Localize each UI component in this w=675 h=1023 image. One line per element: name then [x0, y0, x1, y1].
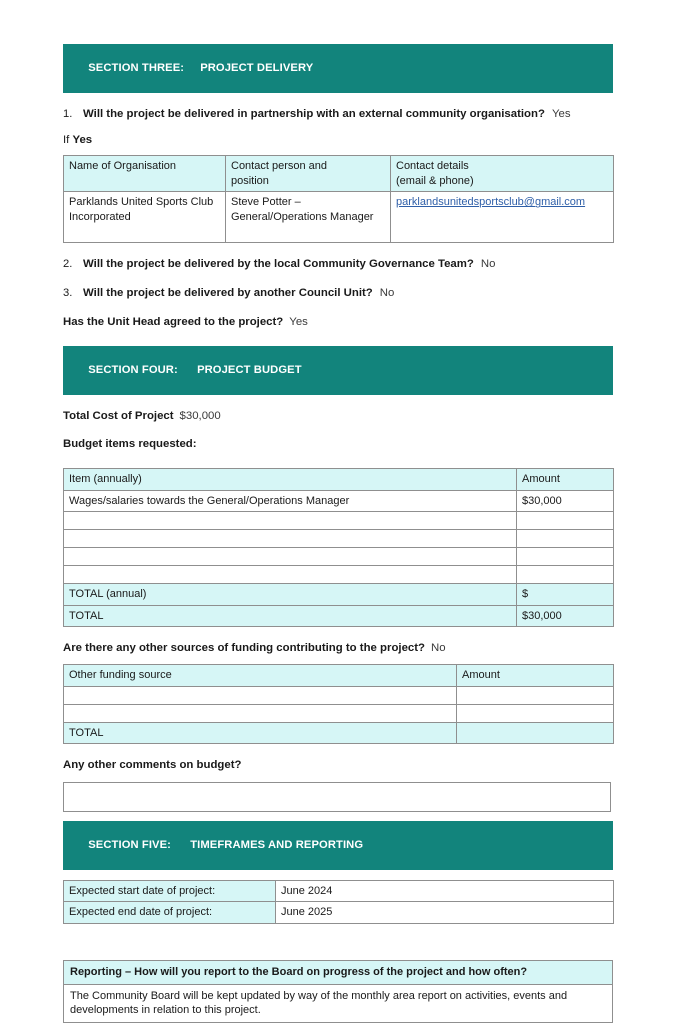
question-2-text: Will the project be delivered by the local Community Governance Team? [83, 258, 474, 271]
section-four-header [63, 346, 613, 395]
question-2-number: 2. [63, 258, 73, 271]
question-3-number: 3. [63, 287, 73, 300]
cell-amount: $30,000 [517, 490, 614, 512]
table-header-row [64, 156, 614, 192]
question-1-text: Will the project be delivered in partnership with an external community organisation? [83, 107, 545, 120]
cell-amount [517, 548, 614, 566]
if-yes-prefix: If [63, 134, 73, 147]
cell-item [64, 530, 517, 548]
start-date-value: June 2024 [276, 880, 614, 902]
other-funding-answer: No [431, 642, 446, 655]
unit-head-question [63, 315, 613, 330]
table-row [64, 512, 614, 530]
spacer [63, 330, 613, 346]
budget-comments-box[interactable] [63, 782, 611, 812]
project-dates-table [63, 880, 614, 924]
col-header-contact-details: Contact details (email & phone) [391, 156, 614, 192]
cell-amount [517, 530, 614, 548]
col-header-amount: Amount [517, 469, 614, 491]
partner-organisation-table [63, 155, 614, 243]
question-3 [63, 286, 613, 301]
table-row [64, 192, 614, 243]
total-annual-row [64, 584, 614, 606]
section-three-title: PROJECT DELIVERY [200, 61, 314, 74]
other-funding-text: Are there any other sources of funding contributing to the project? [63, 642, 425, 655]
reporting-question: Reporting – How will you report to the Board on progress of the project and how often? [64, 960, 613, 984]
cell-funding-source [64, 686, 457, 704]
table-row [64, 490, 614, 512]
reporting-header-row [64, 960, 613, 984]
total-value: $30,000 [517, 605, 614, 627]
total-cost-value: $30,000 [179, 409, 221, 422]
table-header-row [64, 665, 614, 687]
cell-amount [517, 512, 614, 530]
cell-funding-source [64, 704, 457, 722]
table-row [64, 704, 614, 722]
question-1-number: 1. [63, 107, 73, 120]
reporting-table [63, 960, 613, 1023]
col-header-organisation: Name of Organisation [64, 156, 226, 192]
section-five-title: TIMEFRAMES AND REPORTING [190, 838, 364, 851]
table-header-row [64, 469, 614, 491]
if-yes-label [63, 134, 613, 146]
cell-item [64, 566, 517, 584]
other-funding-table [63, 664, 614, 744]
budget-comments-label: Any other comments on budget? [63, 759, 242, 772]
table-row [64, 880, 614, 902]
table-row [64, 548, 614, 566]
cell-item: Wages/salaries towards the General/Operations Manager [64, 490, 517, 512]
unit-head-answer: Yes [289, 316, 308, 329]
other-funding-question [63, 641, 613, 656]
reporting-answer: The Community Board will be kept updated by way of the monthly area report on activities, events and developments in relation to this project. [64, 984, 613, 1023]
budget-items-heading [63, 437, 613, 452]
cell-amount [517, 566, 614, 584]
total-annual-label: TOTAL (annual) [64, 584, 517, 606]
question-2-answer: No [480, 258, 496, 271]
spacer [63, 452, 613, 461]
question-1 [63, 107, 613, 122]
question-2 [63, 257, 613, 272]
end-date-value: June 2025 [276, 902, 614, 924]
table-row [64, 686, 614, 704]
table-row [64, 902, 614, 924]
section-five-header [63, 821, 613, 870]
section-three-label: SECTION THREE: [88, 61, 185, 74]
if-yes-word: Yes [72, 134, 93, 147]
cell-organisation-name: Parklands United Sports Club Incorporated [64, 192, 226, 243]
cell-item [64, 512, 517, 530]
question-3-answer: No [379, 287, 395, 300]
end-date-label: Expected end date of project: [64, 902, 276, 924]
total-row [64, 605, 614, 627]
col-header-funding-amount: Amount [457, 665, 614, 687]
cell-contact-person: Steve Potter – General/Operations Manager [226, 192, 391, 243]
question-1-answer: Yes [551, 107, 571, 120]
col-header-contact-person: Contact person and position [226, 156, 391, 192]
table-row [64, 530, 614, 548]
section-five-label: SECTION FIVE: [88, 838, 171, 851]
cell-funding-amount [457, 704, 614, 722]
section-three-header [63, 44, 613, 93]
total-cost-line [63, 409, 613, 424]
total-cost-label: Total Cost of Project [63, 409, 174, 422]
col-header-item: Item (annually) [64, 469, 517, 491]
col-header-funding-source: Other funding source [64, 665, 457, 687]
email-link[interactable]: parklandsunitedsportsclub@gmail.com [396, 196, 586, 209]
unit-head-text: Has the Unit Head agreed to the project? [63, 316, 284, 329]
spacer [63, 812, 613, 821]
funding-total-row [64, 722, 614, 744]
total-label: TOTAL [64, 605, 517, 627]
section-four-title: PROJECT BUDGET [197, 363, 302, 376]
total-annual-value: $ [517, 584, 614, 606]
cell-funding-amount [457, 686, 614, 704]
reporting-body-row [64, 984, 613, 1023]
cell-item [64, 548, 517, 566]
funding-total-label: TOTAL [64, 722, 457, 744]
budget-items-table [63, 468, 614, 627]
budget-comments-heading [63, 758, 613, 773]
section-four-label: SECTION FOUR: [88, 363, 178, 376]
start-date-label: Expected start date of project: [64, 880, 276, 902]
budget-items-label: Budget items requested: [63, 438, 197, 451]
funding-total-value [457, 722, 614, 744]
question-3-text: Will the project be delivered by another Council Unit? [83, 287, 373, 300]
table-row [64, 566, 614, 584]
document-content [63, 44, 613, 1023]
cell-contact-details [391, 192, 614, 243]
